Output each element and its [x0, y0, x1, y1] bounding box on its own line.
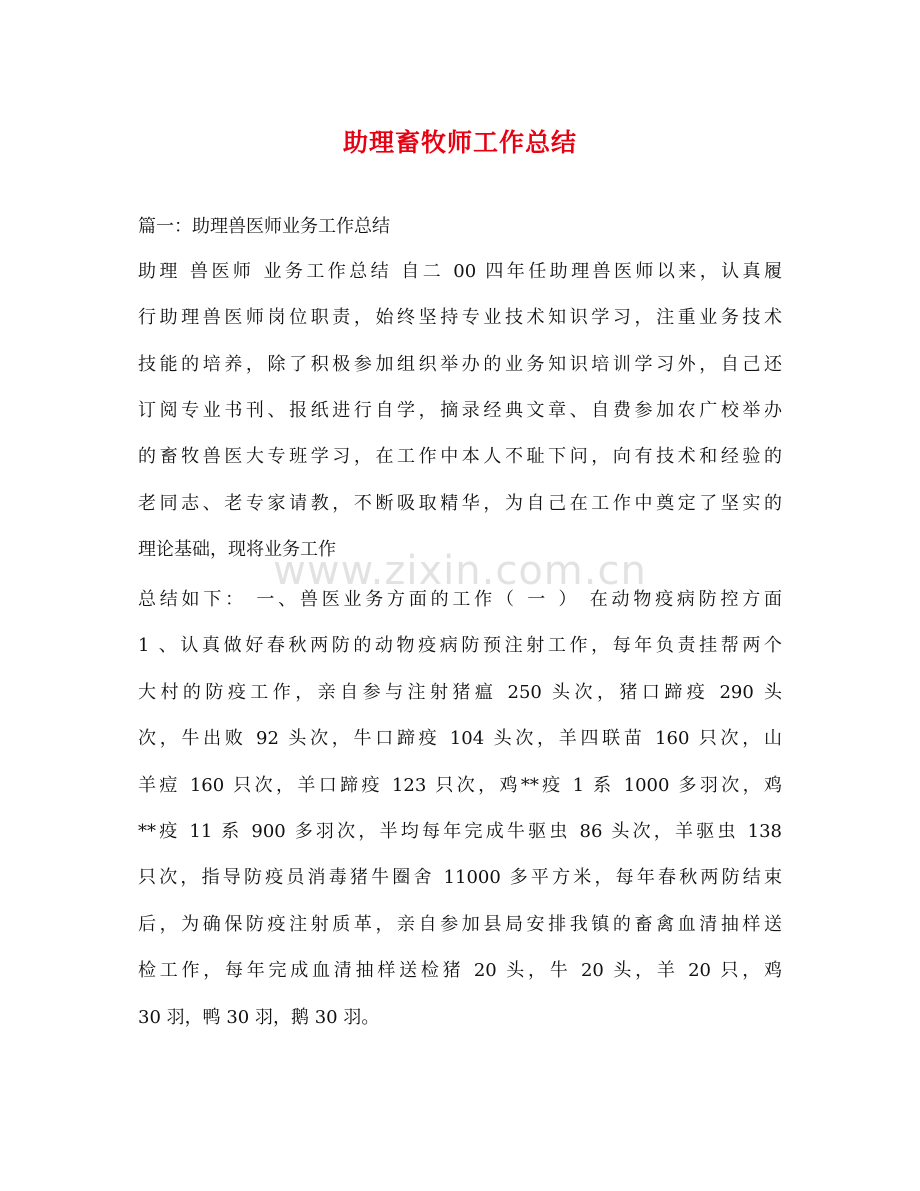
paragraph-line: 技能的培养，除了积极参加组织举办的业务知识培训学习外，自己还 [138, 354, 782, 375]
document-title: 助理畜牧师工作总结 [342, 128, 577, 157]
paragraph-line: **疫 11 系 900 多羽次，半均每年完成牛驱虫 86 头次，羊驱虫 138 [138, 821, 782, 842]
paragraph-line: 大村的防疫工作，亲自参与注射猪瘟 250 头次，猪口蹄疫 290 头 [138, 682, 782, 703]
paragraph-line: 1 、认真做好春秋两防的动物疫病防预注射工作，每年负责挂帮两个 [138, 635, 782, 656]
paragraph-line: 订阅专业书刊、报纸进行自学，摘录经典文章、自费参加农广校举办 [138, 400, 782, 421]
paragraph-line: 只次，指导防疫员消毒猪牛圈舍 11000 多平方米，每年春秋两防结束 [138, 867, 782, 888]
paragraph-line: 羊痘 160 只次，羊口蹄疫 123 只次，鸡**疫 1 系 1000 多羽次，鸡 [138, 775, 782, 796]
paragraph-line: 助理 兽医师 业务工作总结 自二 00 四年任助理兽医师以来，认真履 [138, 261, 782, 282]
paragraph-line: 检工作，每年完成血清抽样送检猪 20 头，牛 20 头，羊 20 只，鸡 [138, 960, 782, 981]
paragraph-line: 老同志、老专家请教，不断吸取精华，为自己在工作中奠定了坚实的 [138, 493, 782, 514]
paragraph-line: 后，为确保防疫注射质革，亲自参加县局安排我镇的畜禽血清抽样送 [138, 914, 782, 935]
paragraph-line: 行助理兽医师岗位职责，始终坚持专业技术知识学习，注重业务技术 [138, 307, 782, 328]
watermark: www.zixin.com.cn [273, 548, 647, 594]
paragraph-line: 的畜牧兽医大专班学习，在工作中本人不耻下问，向有技术和经验的 [138, 446, 782, 467]
paragraph-line: 30 羽，鸭 30 羽，鹅 30 羽。 [138, 1007, 380, 1028]
paragraph-line: 总结如下： 一、兽医业务方面的工作（ 一 ） 在动物疫病防控方面 [138, 589, 782, 610]
paragraph-line: 次，牛出败 92 头次，牛口蹄疫 104 头次，羊四联苗 160 只次，山 [138, 728, 782, 749]
section-heading: 篇一：助理兽医师业务工作总结 [138, 216, 390, 237]
paragraph-line: 理论基础，现将业务工作 [138, 539, 336, 560]
